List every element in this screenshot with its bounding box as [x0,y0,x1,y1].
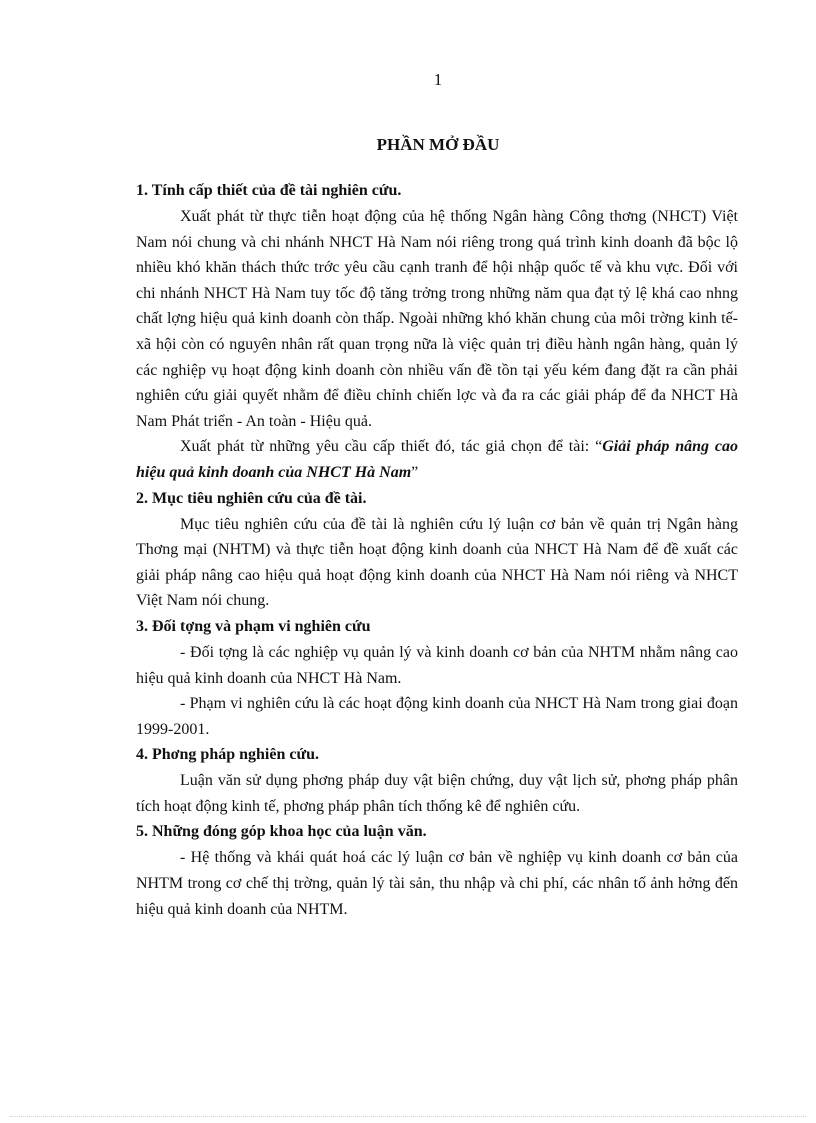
section-5-paragraph-1: - Hệ thống và khái quát hoá các lý luận cơ bản về nghiệp vụ kinh doanh cơ bản của NHTM trong cơ chế thị trờng, quản lý tài sản, thu nhập và chi phí, các nhân tố ảnh hởng đến hiệu quả kinh doanh của NHTM. [136,849,738,918]
section-3-paragraph-2: - Phạm vi nghiên cứu là các hoạt động kinh doanh của NHCT Hà Nam trong giai đoạn 1999-2001. [136,695,738,738]
section-heading-2: 2. Mục tiêu nghiên cứu của đề tài. [136,489,367,507]
closing-suffix: ” [411,463,419,481]
section-heading-5: 5. Những đóng góp khoa học của luận văn. [136,823,427,841]
section-heading-3: 3. Đối tợng và phạm vi nghiên cứu [136,617,371,635]
closing-prefix: Xuất phát từ những yêu cầu cấp thiết đó, tác giả chọn để tài: “ [180,438,603,456]
section-heading-4: 4. Phơng pháp nghiên cứu. [136,746,319,764]
thesis-title: Giải pháp nâng cao hiệu quả kinh doanh của NHCT Hà Nam [136,438,738,481]
section-1-paragraph-1: Xuất phát từ thực tiễn hoạt động của hệ thống Ngân hàng Công thơng (NHCT) Việt Nam nói chung và chi nhánh NHCT Hà Nam nói riêng trong quá trình kinh doanh đã bộc lộ nhiều khó khăn thách thức trớc yêu cầu cạnh tranh để hội nhập quốc tế và khu vực. Đối với chi nhánh NHCT Hà Nam tuy tốc độ tăng trởng trong những năm qua đạt tỷ lệ khá cao nhng chất lợng hiệu quả kinh doanh còn thấp. Ngoài những khó khăn chung của môi trờng kinh tế- xã hội còn có nguyên nhân rất quan trọng nữa là việc quản trị điều hành ngân hàng, quản lý các nghiệp vụ hoạt động kinh doanh còn nhiều vấn đề tồn tại yếu kém đang đặt ra cần phải nghiên cứu giải quyết nhằm để điều chỉnh chiến lợc và đa ra các giải pháp để đa NHCT Hà Nam Phát triển - An toàn - Hiệu quả. [136,208,738,430]
section-2-paragraph-1: Mục tiêu nghiên cứu của đề tài là nghiên cứu lý luận cơ bản về quản trị Ngân hàng Thơng mại (NHTM) và thực tiễn hoạt động kinh doanh của NHCT Hà Nam để đề xuất các giải pháp nâng cao hiệu quả hoạt động kinh doanh của NHCT Hà Nam nói riêng và NHCT Việt Nam nói chung. [136,515,738,610]
section-4-paragraph-1: Luận văn sử dụng phơng pháp duy vật biện chứng, duy vật lịch sử, phơng pháp phân tích hoạt động kinh tế, phơng pháp phân tích thống kê để nghiên cứu. [136,772,738,815]
page-bottom-divider [10,1116,806,1117]
page-title: PHẦN MỞ ĐẦU [376,135,500,154]
section-3-paragraph-1: - Đối tợng là các nghiệp vụ quản lý và kinh doanh cơ bản của NHTM nhằm nâng cao hiệu quả kinh doanh của NHCT Hà Nam. [136,643,738,687]
page-number: 1 [433,70,443,89]
section-heading-1: 1. Tính cấp thiết của đề tài nghiên cứu. [136,182,402,199]
document-body [136,178,738,922]
section-1-closing-paragraph [136,434,738,485]
